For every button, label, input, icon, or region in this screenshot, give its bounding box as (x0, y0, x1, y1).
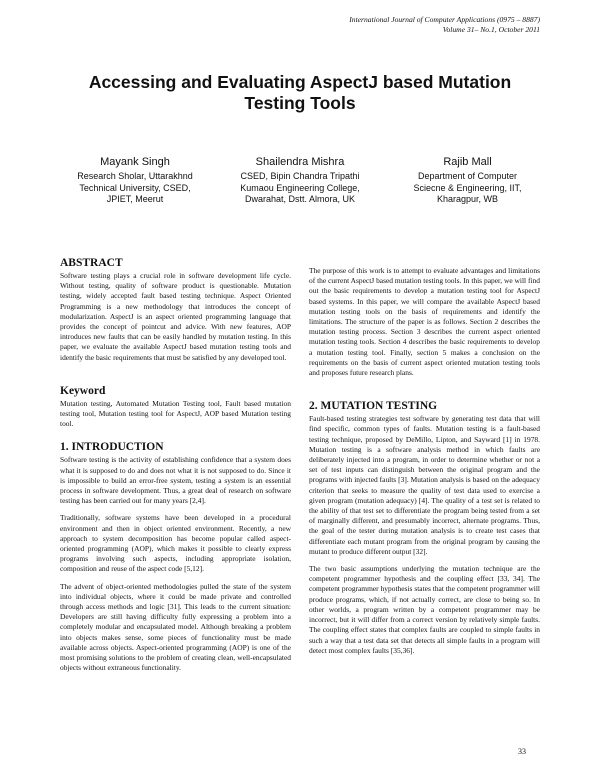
journal-header (349, 15, 540, 35)
journal-name: International Journal of Computer Applications (0975 – 8887) (349, 15, 540, 24)
abstract-heading: ABSTRACT (60, 257, 123, 269)
introduction-paragraph: Traditionally, software systems have been developed in a procedural environment and then in object oriented environment. Recently, a new approach to system decomposition has become popular called aspect-oriented programming (AOP), which makes it possible to clearly express programs involving such aspects, including appropriate isolation, composition and reuse of the aspect code [5,12]. (60, 513, 291, 574)
left-column (60, 257, 291, 681)
keyword-text: Mutation testing, Automated Mutation Testing tool, Fault based mutation testing tool, Mutation testing tool for AspectJ, AOP based Mutation testing tool. (60, 398, 291, 429)
introduction-heading: 1. INTRODUCTION (60, 441, 164, 454)
right-column (309, 266, 540, 663)
paper-title: Accessing and Evaluating AspectJ based Mutation Testing Tools (88, 72, 512, 113)
author-name: Shailendra Mishra (255, 156, 345, 168)
author-name: Rajib Mall (443, 156, 492, 168)
introduction-paragraph: The advent of object-oriented methodologies pulled the state of the system into individual objects, where it could be made private and controlled through access methods and logic [31]. This leads to the current situation: Developers are still having difficulty fully expressing a problem into a completely modular and encapsulated model. Although breaking a problem into objects makes sense, some pieces of functionality must be made available across objects. Aspect-oriented programming (AOP) is one of the most promising solutions to the problem of creating clean, well-encapsulated objects without extraneous functionality. (60, 581, 291, 673)
page-number: 33 (518, 747, 526, 756)
author-affiliation: Research Sholar, Uttarakhnd Technical University, CSED, JPIET, Meerut (77, 171, 193, 204)
journal-volume: Volume 31– No.1, October 2011 (442, 25, 540, 34)
author-3 (405, 155, 530, 206)
abstract-text: Software testing plays a crucial role in software development life cycle. Without testing, quality of software product is questionable. Mutation testing, widely accepted fault based testing technique. Aspect Oriented Programming is a new methodology that introduces the concept of modularization. AspectJ is an aspect oriented programming language that provides the concept of pointcut and advice. With new features, AOP introduces new faults that can be easily handled by mutation testing. In this paper, we evaluate the available AspectJ based mutation testing tools and identify the basic requirements that must be satisfied by any developed tool. (60, 271, 291, 362)
mutation-testing-heading: 2. MUTATION TESTING (309, 400, 438, 413)
mutation-testing-paragraph: The two basic assumptions underlying the mutation technique are the competent programmer hypothesis and the coupling effect [33, 34]. The competent programmer hypothesis states that the competent programmer will produce programs, which, if not actually correct, are close to being so. In other worlds, a program written by a competent programmer may be incorrect, but it will differ from a correct version by relatively simple faults. The coupling effect states that complex faults are coupled to simple faults in such a way that a test data set that detects all simple faults in a program will detect most complex faults [35,36]. (309, 564, 540, 655)
author-2 (232, 155, 368, 206)
purpose-paragraph: The purpose of this work is to attempt to evaluate advantages and limitations of the current AspectJ based mutation testing tools. In this paper, we will find out the basic requirements to develop a mutation testing tool for AspectJ based systems. In this paper, we will compare the available AspectJ based mutation testing tools on the basis of requirements and identify the limitations. The structure of the paper is as follows. Section 2 describes the mutation testing process. Section 3 describes the current aspect oriented mutation testing tools. Section 4 describes the basic requirements to develop a mutation testing tool. Finally, section 5 makes a conclusion on the requirements on the basis of current aspect oriented mutation testing tools and proposes future research plans. (309, 266, 540, 378)
introduction-paragraph: Software testing is the activity of establishing confidence that a system does what it is supposed to do and does not what it is not supposed to do. Since it is impossible to build an error-free system, testing a system is an essential process in software development. Thus, a great deal of research on software testing has been carried out for many years [2,4]. (60, 455, 291, 506)
author-affiliation: CSED, Bipin Chandra Tripathi Kumaou Engineering College, Dwarahat, Dstt. Almora, UK (240, 171, 360, 204)
author-affiliation: Department of Computer Sciecne & Engineering, IIT, Kharagpur, WB (413, 171, 522, 204)
mutation-testing-paragraph: Fault-based testing strategies test software by generating test data that will find specific, common types of faults. Mutation testing is a fault-based testing technique, proposed by DeMillo, Lipton, and Sayward [1] in 1978. Mutation testing is a software analysis method in which faults are deliberately injected into a program, in order to determine whether or not a set of test inputs can distinguish between the original program and the programs with injected faults [3]. Mutation analysis is based on the adequacy criterion that seeks to measure the quality of test data used to exercise a given program (mutation adequacy) [4]. The quality of a test set is related to the ability of that test set to differentiate the program being tested from a set of marginally different, and presumably incorrect, alternate programs. Thus, the goal of the tester during mutation analysis is to create test cases that differentiate each mutant program from the original program by causing the mutant to produce different output [32]. (309, 414, 540, 556)
author-1 (70, 155, 200, 206)
author-name: Mayank Singh (100, 156, 170, 168)
keyword-heading: Keyword (60, 384, 106, 397)
